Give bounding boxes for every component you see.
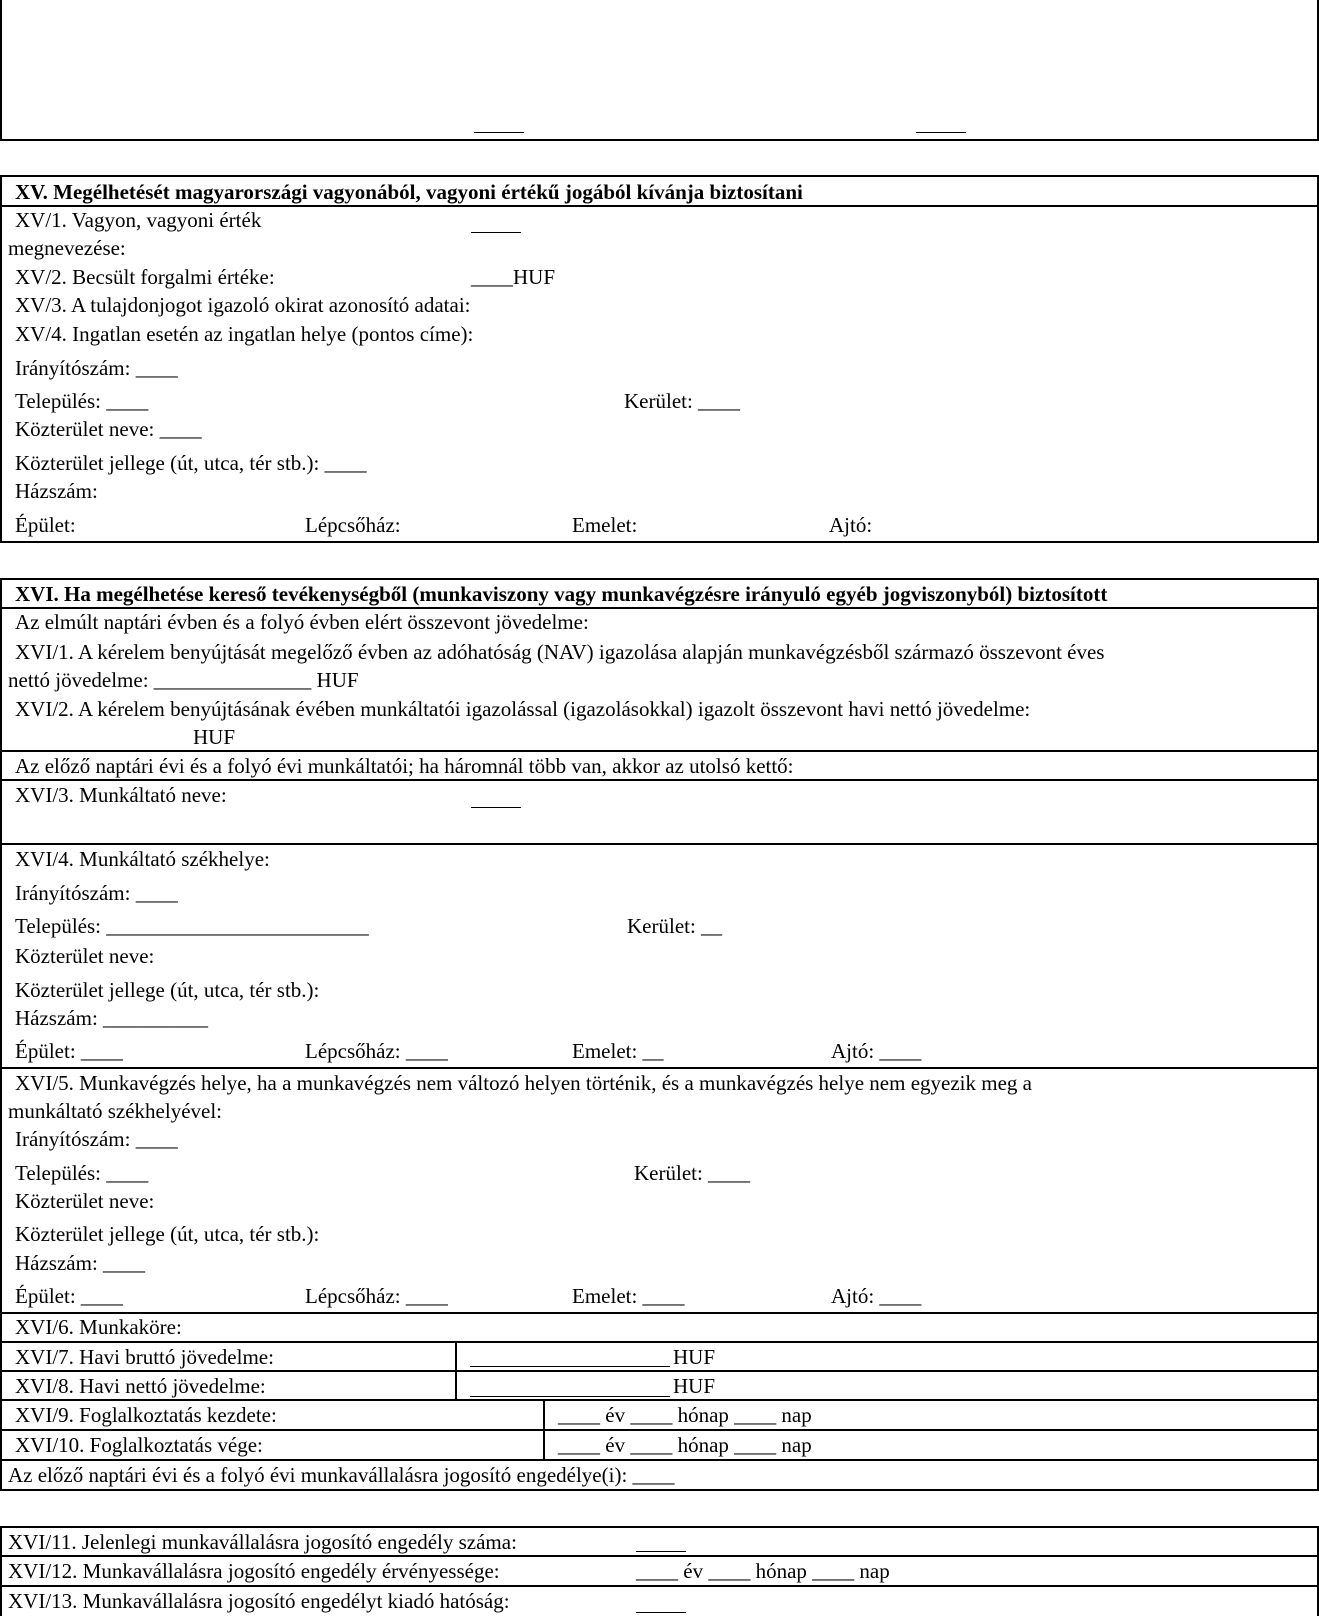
xvi-13-blank[interactable]: [636, 1612, 686, 1613]
xv-street-type-field[interactable]: Közterület jellege (út, utca, tér stb.): ____: [15, 451, 367, 475]
xvi-7-label: XVI/7. Havi bruttó jövedelme:: [15, 1345, 274, 1369]
xvi-employers-intro: Az előző naptári évi és a folyó évi munkáltatói; ha háromnál több van, akkor az utolsó kettő:: [15, 754, 794, 778]
xvi-4-label: XVI/4. Munkáltató székhelye:: [15, 847, 270, 871]
xvi-5-staircase-field[interactable]: Lépcsőház: ____: [305, 1284, 448, 1308]
xv-3-label: XV/3. A tulajdonjogot igazoló okirat azonosító adatai:: [15, 293, 471, 317]
section-xvi-title: XVI. Ha megélhetése kereső tevékenységből (munkaviszony vagy munkavégzésre irányuló egyéb jogviszonyból) biztosított: [15, 582, 1108, 606]
xv-1-label: XV/1. Vagyon, vagyoni érték: [15, 208, 262, 232]
xvi-8-blank[interactable]: [470, 1396, 670, 1397]
xvi-5-label: XVI/5. Munkavégzés helye, ha a munkavégzés nem változó helyen történik, és a munkavégzés helye nem egyezik meg a: [15, 1071, 1032, 1095]
xvi-5-town-field[interactable]: Település: ____: [15, 1161, 149, 1185]
xvi-13-label: XVI/13. Munkavállalásra jogosító engedélyt kiadó hatóság:: [8, 1589, 510, 1613]
xvi-5-street-name-field[interactable]: Közterület neve:: [15, 1189, 155, 1213]
xvi-9-label: XVI/9. Foglalkoztatás kezdete:: [15, 1403, 277, 1427]
xvi-4-building-field[interactable]: Épület: ____: [15, 1039, 123, 1063]
xvi-5-district-field[interactable]: Kerület: ____: [634, 1161, 751, 1185]
xvi-7-blank[interactable]: [470, 1366, 670, 1367]
xvi-permits-intro: Az előző naptári évi és a folyó évi munkavállalásra jogosító engedélye(i): ____: [8, 1463, 675, 1487]
top-box-left-border: [0, 0, 2, 140]
xvi-4-town-field[interactable]: Település: _________________________: [15, 914, 369, 938]
xvi-4-floor-field[interactable]: Emelet: __: [572, 1039, 664, 1063]
xvi-4-door-field[interactable]: Ajtó: ____: [831, 1039, 922, 1063]
xvi-intro: Az elmúlt naptári évben és a folyó évben elért összevont jövedelme:: [15, 610, 589, 634]
xv-street-name-field[interactable]: Közterület neve: ____: [15, 417, 202, 441]
xvi-5-zip-field[interactable]: Irányítószám: ____: [15, 1127, 178, 1151]
xv-district-field[interactable]: Kerület: ____: [624, 389, 741, 413]
xvi-8-label: XVI/8. Havi nettó jövedelme:: [15, 1374, 266, 1398]
xvi-6-label: XVI/6. Munkaköre:: [15, 1315, 182, 1339]
xvi-4-house-field[interactable]: Házszám: __________: [15, 1006, 209, 1030]
xvi-11-label: XVI/11. Jelenlegi munkavállalásra jogosító engedély száma:: [8, 1530, 517, 1554]
xvi-5-house-field[interactable]: Házszám: ____: [15, 1251, 146, 1275]
xvi-11-blank[interactable]: [636, 1551, 686, 1552]
top-blank-2[interactable]: [916, 132, 966, 133]
xv-door-field[interactable]: Ajtó:: [829, 513, 873, 537]
xvi-1-label: XVI/1. A kérelem benyújtását megelőző évben az adóhatóság (NAV) igazolása alapján munkavégzésből származó összevont éves: [15, 640, 1105, 664]
xvi-3-blank[interactable]: [471, 807, 521, 808]
xv-4-label: XV/4. Ingatlan esetén az ingatlan helye (pontos címe):: [15, 322, 474, 346]
xv-2-label: XV/2. Becsült forgalmi értéke:: [15, 265, 275, 289]
xvi-2-label: XVI/2. A kérelem benyújtásának évében munkáltatói igazolással (igazolásokkal) igazolt összevont havi nettó jövedelme:: [15, 697, 1031, 721]
top-box-bottom-border: [0, 139, 1319, 141]
xv-town-field[interactable]: Település: ____: [15, 389, 149, 413]
xvi-4-street-type-field[interactable]: Közterület jellege (út, utca, tér stb.):: [15, 978, 320, 1002]
xvi-3-label: XVI/3. Munkáltató neve:: [15, 783, 227, 807]
xv-1-label-cont: megnevezése:: [8, 236, 126, 260]
xvi-5-label-cont: munkáltató székhelyével:: [8, 1099, 223, 1123]
xvi-4-staircase-field[interactable]: Lépcsőház: ____: [305, 1039, 448, 1063]
xv-staircase-field[interactable]: Lépcsőház:: [305, 513, 401, 537]
xvi-7-value[interactable]: HUF: [673, 1345, 716, 1369]
xvi-5-building-field[interactable]: Épület: ____: [15, 1284, 123, 1308]
xv-2-value[interactable]: ____HUF: [471, 265, 556, 289]
xvi-9-value[interactable]: ____ év ____ hónap ____ nap: [558, 1403, 812, 1427]
xv-building-field[interactable]: Épület:: [15, 513, 76, 537]
xv-house-field[interactable]: Házszám:: [15, 479, 98, 503]
xv-zip-field[interactable]: Irányítószám: ____: [15, 356, 178, 380]
xvi-10-value[interactable]: ____ év ____ hónap ____ nap: [558, 1433, 812, 1457]
top-blank-1[interactable]: [474, 132, 524, 133]
xvi-5-street-type-field[interactable]: Közterület jellege (út, utca, tér stb.):: [15, 1222, 320, 1246]
xv-floor-field[interactable]: Emelet:: [572, 513, 638, 537]
xvi-5-floor-field[interactable]: Emelet: ____: [572, 1284, 685, 1308]
section-xv-title: XV. Megélhetését magyarországi vagyonából, vagyoni értékű jogából kívánja biztosítani: [15, 180, 803, 204]
xvi-4-zip-field[interactable]: Irányítószám: ____: [15, 881, 178, 905]
xvi-12-value[interactable]: ____ év ____ hónap ____ nap: [636, 1559, 890, 1583]
xvi-4-street-name-field[interactable]: Közterület neve:: [15, 944, 155, 968]
xv-1-blank[interactable]: [471, 232, 521, 233]
xvi-5-door-field[interactable]: Ajtó: ____: [831, 1284, 922, 1308]
xvi-8-value[interactable]: HUF: [673, 1374, 716, 1398]
xvi-1-value[interactable]: nettó jövedelme: _______________ HUF: [8, 668, 359, 692]
xvi-12-label: XVI/12. Munkavállalásra jogosító engedély érvényessége:: [8, 1559, 500, 1583]
xvi-2-value[interactable]: HUF: [193, 725, 236, 749]
xvi-10-label: XVI/10. Foglalkoztatás vége:: [15, 1433, 263, 1457]
xvi-4-district-field[interactable]: Kerület: __: [627, 914, 723, 938]
